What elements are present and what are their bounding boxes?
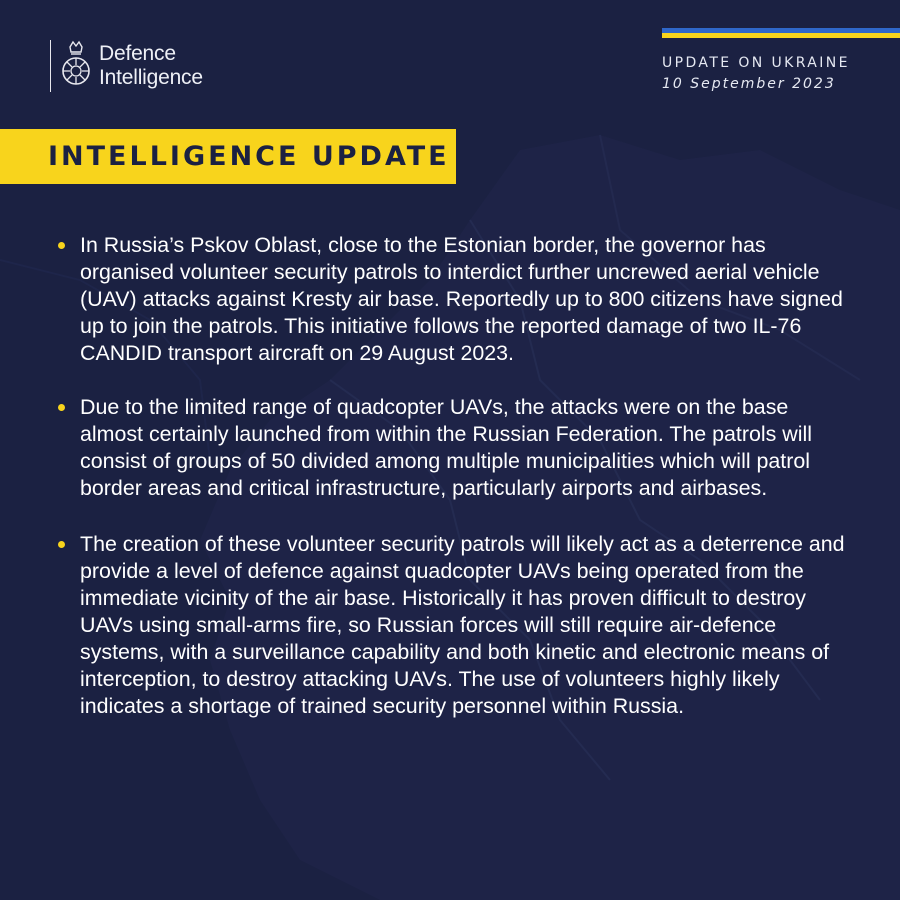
update-date: 10 September 2023 [662,76,836,92]
defence-intelligence-logo [50,38,203,94]
org-name-line1: Defence [99,42,176,65]
flag-yellow-band [662,33,900,38]
logo-divider [50,40,51,92]
bullet-dot-icon [58,242,65,249]
bullet-text-2: Due to the limited range of quadcopter UAVs, the attacks were on the base almost certainly launched from within the Russian Federation. The patrols will consist of groups of 50 divided among multiple municipalities which will patrol border areas and critical infrastructure, particularly airports and airbases. [80,395,812,500]
bullet-item-1 [58,232,848,367]
bullet-dot-icon [58,404,65,411]
royal-crest-icon [59,39,93,93]
bullet-list [58,232,848,747]
bullet-item-3 [58,531,848,720]
bullet-item-2 [58,394,848,502]
bullet-dot-icon [58,541,65,548]
bullet-text-3: The creation of these volunteer security patrols will likely act as a deterrence and provide a level of defence against quadcopter UAVs being operated from the immediate vicinity of the air base. Historically it has proven difficult to destroy UAVs using small-arms fire, so Russian forces will still require air-defence systems, with a surveillance capability and both kinetic and electronic means of interception, to destroy attacking UAVs. The use of volunteers highly likely indicates a shortage of trained security personnel within Russia. [80,532,845,718]
update-title: UPDATE ON UKRAINE [662,55,850,71]
bullet-text-1: In Russia’s Pskov Oblast, close to the Estonian border, the governor has organised volunteer security patrols to interdict further uncrewed aerial vehicle (UAV) attacks against Kresty air base. Reportedly up to 800 citizens have signed up to join the patrols. This initiative follows the reported damage of two IL-76 CANDID transport aircraft on 29 August 2023. [80,233,843,365]
org-name-line2: Intelligence [99,66,203,89]
banner-label: INTELLIGENCE UPDATE [48,141,450,172]
ukraine-flag-stripe [662,28,900,38]
intelligence-update-banner [0,129,456,184]
